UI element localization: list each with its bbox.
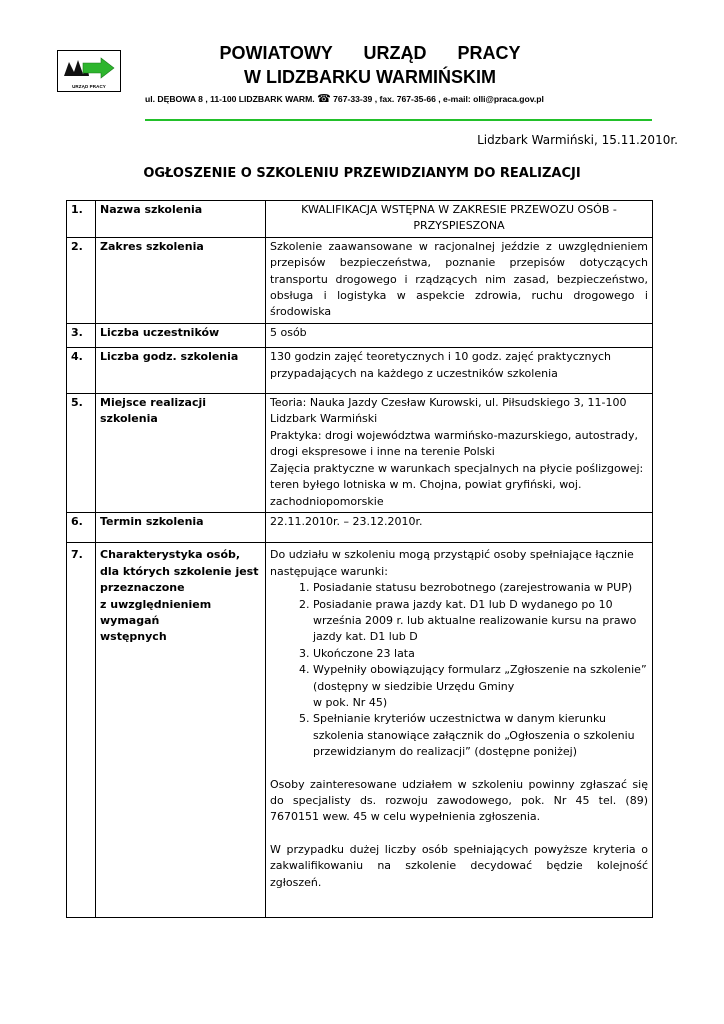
training-location [266, 394, 653, 513]
list-item: 5. Spełnianie kryteriów uczestnictwa w danym kierunku szkolenia stanowiące załącznik do „Ogłoszenia o szkoleniu przewidzianym do realizacji” (dostępne poniżej) [313, 711, 648, 760]
location-line: teren byłego lotniska w m. Chojna, powiat gryfiński, woj. [270, 478, 582, 492]
office-name-line2: W LIDZBARKU WARMIŃSKIM [244, 67, 496, 87]
row-number: 7. [67, 543, 96, 918]
row-number: 3. [67, 323, 96, 347]
location-line: zachodniopomorskie [270, 494, 384, 508]
training-scope: Szkolenie zaawansowane w racjonalnej jeździe z uwzględnieniem przepisów bezpieczeństwa, poznanie przepisów dotyczących transportu drogowego i rządzących nim zasad, bezpieczeństwo, obsługa i logistyka w aspekcie zdrowia, ruchu drogowego i środowiska [266, 237, 653, 323]
location-line: Zajęcia praktyczne w warunkach specjalnych na płycie poślizgowej: [270, 461, 644, 475]
participant-requirements [266, 543, 653, 918]
training-dates: 22.11.2010r. – 23.12.2010r. [266, 512, 653, 542]
header-divider [145, 119, 652, 121]
training-info-table [66, 200, 653, 918]
phone-icon: ☎ [317, 93, 331, 105]
table-row [67, 394, 653, 513]
row-number: 4. [67, 348, 96, 394]
training-name: KWALIFIKACJA WSTĘPNA W ZAKRESIE PRZEWOZU OSÓB - PRZYSPIESZONA [266, 201, 653, 238]
row-label: Miejsce realizacji szkolenia [96, 394, 266, 513]
row-number: 6. [67, 512, 96, 542]
location-line: Praktyka: drogi województwa warmińsko-mazurskiego, autostrady, [270, 428, 638, 442]
label-line: Charakterystyka osób, [100, 548, 241, 562]
label-line: przeznaczone [100, 581, 185, 595]
contact-address: ul. DĘBOWA 8 , 11-100 LIDZBARK WARM. [145, 94, 315, 104]
contact-paragraph: Osoby zainteresowane udziałem w szkoleniu powinny zgłaszać się do specjalisty ds. rozwoju zawodowego, pok. Nr 45 tel. (89) 7670151 wew. 45 w celu wypełnienia zgłoszenia. [270, 777, 648, 824]
list-item: 3. Ukończone 23 lata [313, 646, 648, 662]
requirements-intro: Do udziału w szkoleniu mogą przystąpić osoby spełniające łącznie następujące warunki: [270, 548, 634, 578]
location-line: Lidzbark Warmiński [270, 412, 378, 426]
row-label: Liczba godz. szkolenia [96, 348, 266, 394]
location-line: drogi ekspresowe i inne na terenie Polski [270, 445, 495, 459]
logo-text: URZĄD PRACY [72, 84, 106, 89]
list-item-text: Wypełniły obowiązujący formularz „Zgłoszenie na szkolenie” (dostępny w siedzibie Urzędu Gminy [313, 663, 647, 693]
training-hours: 130 godzin zajęć teoretycznych i 10 godz. zajęć praktycznych przypadających na każdego z uczestników szkolenia [266, 348, 653, 394]
row-number: 5. [67, 394, 96, 513]
list-item [313, 662, 648, 711]
document-date: Lidzbark Warmiński, 15.11.2010r. [477, 133, 678, 147]
office-logo [57, 50, 121, 92]
row-label: Zakres szkolenia [96, 237, 266, 323]
label-line: dla których szkolenie jest [100, 564, 259, 578]
office-name-line1: POWIATOWY URZĄD PRACY [219, 43, 521, 63]
logo-arrow-icon [61, 54, 117, 82]
selection-paragraph: W przypadku dużej liczby osób spełniających powyższe kryteria o zakwalifikowaniu na szkolenie decydować będzie kolejność zgłoszeń. [270, 842, 648, 889]
row-label: Nazwa szkolenia [96, 201, 266, 238]
table-row [67, 348, 653, 394]
label-line: wstępnych [100, 630, 167, 644]
document-title: OGŁOSZENIE O SZKOLENIU PRZEWIDZIANYM DO REALIZACJI [143, 166, 581, 181]
list-item: 1. Posiadanie statusu bezrobotnego (zarejestrowania w PUP) [313, 580, 648, 596]
row-label: Termin szkolenia [96, 512, 266, 542]
table-row [67, 543, 653, 918]
list-item: 2. Posiadanie prawa jazdy kat. D1 lub D wydanego po 10 września 2009 r. lub aktualne realizowanie kursu na prawo jazdy kat. D1 lub D [313, 597, 648, 646]
participants-count: 5 osób [266, 323, 653, 347]
office-contact [145, 93, 544, 105]
list-item-text: w pok. Nr 45) [313, 695, 388, 709]
table-row [67, 237, 653, 323]
row-label: Liczba uczestników [96, 323, 266, 347]
row-number: 1. [67, 201, 96, 238]
row-number: 2. [67, 237, 96, 323]
table-row [67, 201, 653, 238]
table-row [67, 323, 653, 347]
requirements-list [270, 580, 648, 760]
table-row [67, 512, 653, 542]
location-line: Teoria: Nauka Jazdy Czesław Kurowski, ul. Piłsudskiego 3, 11-100 [270, 396, 627, 410]
row-label [96, 543, 266, 918]
label-line: z uwzględnieniem wymagań [100, 597, 212, 627]
contact-phone-fax-email: 767-33-39 , fax. 767-35-66 , e-mail: olli@praca.gov.pl [333, 94, 544, 104]
